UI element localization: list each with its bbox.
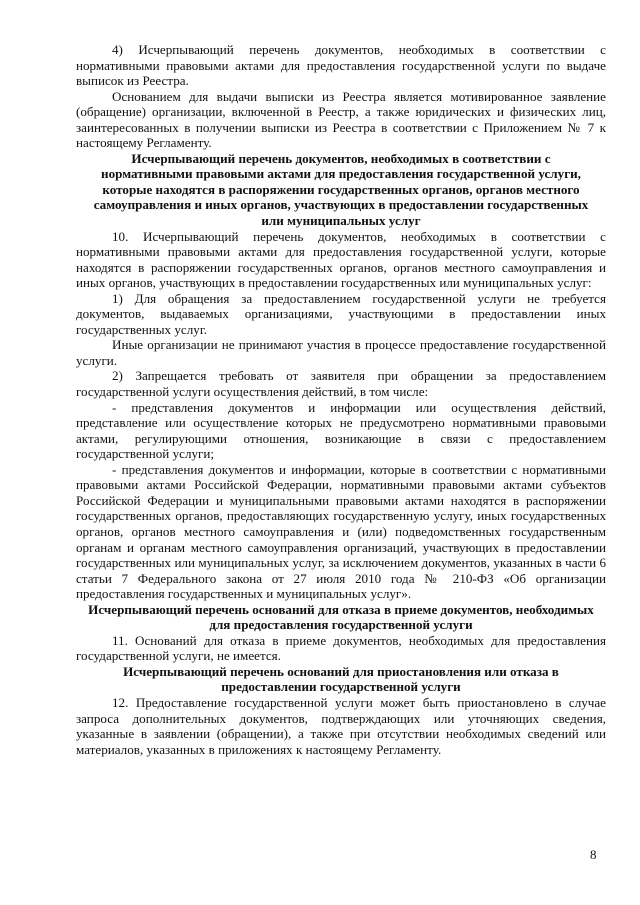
paragraph-12: 12. Предоставление государственной услуги может быть приостановлено в случае запроса дополнительных документов, подтверждающих или уточняющих сведения, указанные в заявлении (обращении), а также при отсутствии необходимых сведений или материалов, указанных в приложениях к настоящему Регламенту. — [76, 694, 606, 757]
paragraph-item-4-list: 4) Исчерпывающий перечень документов, необходимых в соответствии с нормативными правовыми актами для предоставления государственной услуги по выдаче выписок из Реестра. — [76, 42, 606, 89]
paragraph-dash-1: - представления документов и информации или осуществления действий, представление или осуществление которых не предусмотрено нормативными правовыми актами, регулирующими отношения, возникающие в связи с предоставлением государственной услуги; — [76, 399, 606, 462]
document-body — [76, 42, 606, 757]
section-heading-refusal-acceptance: Исчерпывающий перечень оснований для отказа в приеме документов, необходимых для предоставления государственной услуги — [88, 601, 594, 633]
paragraph-extract-basis: Основанием для выдачи выписки из Реестра является мотивированное заявление (обращение) организации, включенной в Реестр, а также юридических и физических лиц, заинтересованных в получении выписки из Реестра в соответствии с Приложением № 7 к настоящему Регламенту. — [76, 88, 606, 151]
paragraph-10: 10. Исчерпывающий перечень документов, необходимых в соответствии с нормативными правовыми актами для предоставления государственной услуги, которые находятся в распоряжении государственных органов, органов местного самоуправления и иных органов, участвующих в предоставлении государственных или муниципальных услуг: — [76, 228, 606, 291]
paragraph-dash-2: - представления документов и информации, которые в соответствии с нормативными правовыми актами Российской Федерации, нормативными правовыми актами субъектов Российской Федерации и муниципальными правовыми актами находятся в распоряжении государственных органов, предоставляющих государственную услугу, иных государственных органов, органов местного самоуправления и (или) подведомственных государственным органам и органам местного самоуправления организаций, участвующих в предоставлении государственных или муниципальных услуг, за исключением документов, указанных в части 6 статьи 7 Федерального закона от 27 июля 2010 года № 210-ФЗ «Об организации предоставления государственных и муниципальных услуг». — [76, 461, 606, 602]
section-heading-suspension-refusal: Исчерпывающий перечень оснований для приостановления или отказа в предоставлении государственной услуги — [123, 663, 559, 695]
paragraph-11: 11. Оснований для отказа в приеме документов, необходимых для предоставления государственной услуги, не имеется. — [76, 632, 606, 664]
paragraph-other-organizations: Иные организации не принимают участия в процессе предоставление государственной услуги. — [76, 337, 606, 368]
section-heading-documents-in-agencies: Исчерпывающий перечень документов, необходимых в соответствии с нормативными правовыми актами для предоставления государственной услуги, которые находятся в распоряжении государственных органов, органов местного самоуправления и иных органов, участвующих в предоставлении государственных или муниципальных услуг — [93, 150, 589, 229]
paragraph-10-item-2: 2) Запрещается требовать от заявителя при обращении за предоставлением государственной услуги осуществления действий, в том числе: — [76, 368, 606, 400]
paragraph-10-item-1: 1) Для обращения за предоставлением государственной услуги не требуется документов, выдаваемых организациями, участвующими в предоставлении иных государственных услуг. — [76, 290, 606, 337]
page-number: 8 — [590, 847, 597, 862]
